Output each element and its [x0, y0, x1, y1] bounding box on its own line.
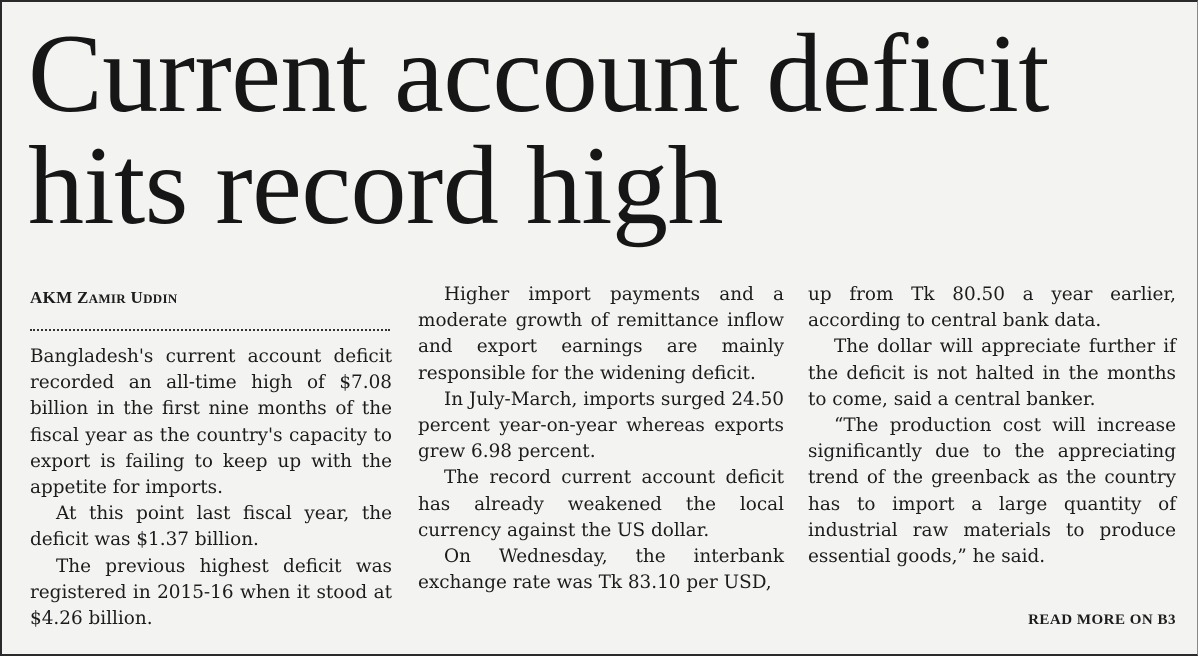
headline-line-2: hits record high [28, 124, 723, 248]
paragraph: Higher import payments and a moderate growth of remittance inflow and export earnings are mainly responsible for the widening deficit. [418, 284, 784, 384]
read-more-link[interactable]: READ MORE ON B3 [1028, 612, 1176, 628]
paragraph: up from Tk 80.50 a year earlier, according to central bank data. [808, 284, 1176, 332]
paragraph: In July-March, imports surged 24.50 percent year-on-year whereas exports grew 6.98 percent. [418, 388, 784, 463]
headline-line-1: Current account deficit [28, 12, 1049, 136]
paragraph: The record current account deficit has already weakened the local currency against the US dollar. [418, 467, 784, 541]
article-column-2 [418, 282, 784, 596]
paragraph: At this point last fiscal year, the deficit was $1.37 billion. [30, 503, 392, 551]
paragraph: Bangladesh's current account deficit recorded an all-time high of $7.08 billion in the first nine months of the fiscal year as the country's capacity to export is failing to keep up with the appetite for imports. [30, 346, 392, 499]
byline-divider [30, 327, 390, 331]
paragraph: “The production cost will increase significantly due to the appreciating trend of the greenback as the country has to import a large quantity of industrial raw materials to produce essential goods,” he said. [808, 415, 1176, 568]
article-headline [28, 12, 1178, 248]
paragraph: The previous highest deficit was registered in 2015-16 when it stood at $4.26 billion. [30, 555, 392, 630]
byline: AKM ZAMIR UDDIN [30, 288, 178, 307]
paragraph: On Wednesday, the interbank exchange rate was Tk 83.10 per USD, [418, 546, 784, 594]
article-column-3 [808, 282, 1176, 570]
article-column-1 [30, 282, 392, 632]
paragraph: The dollar will appreciate further if the deficit is not halted in the months to come, said a central banker. [808, 336, 1176, 410]
